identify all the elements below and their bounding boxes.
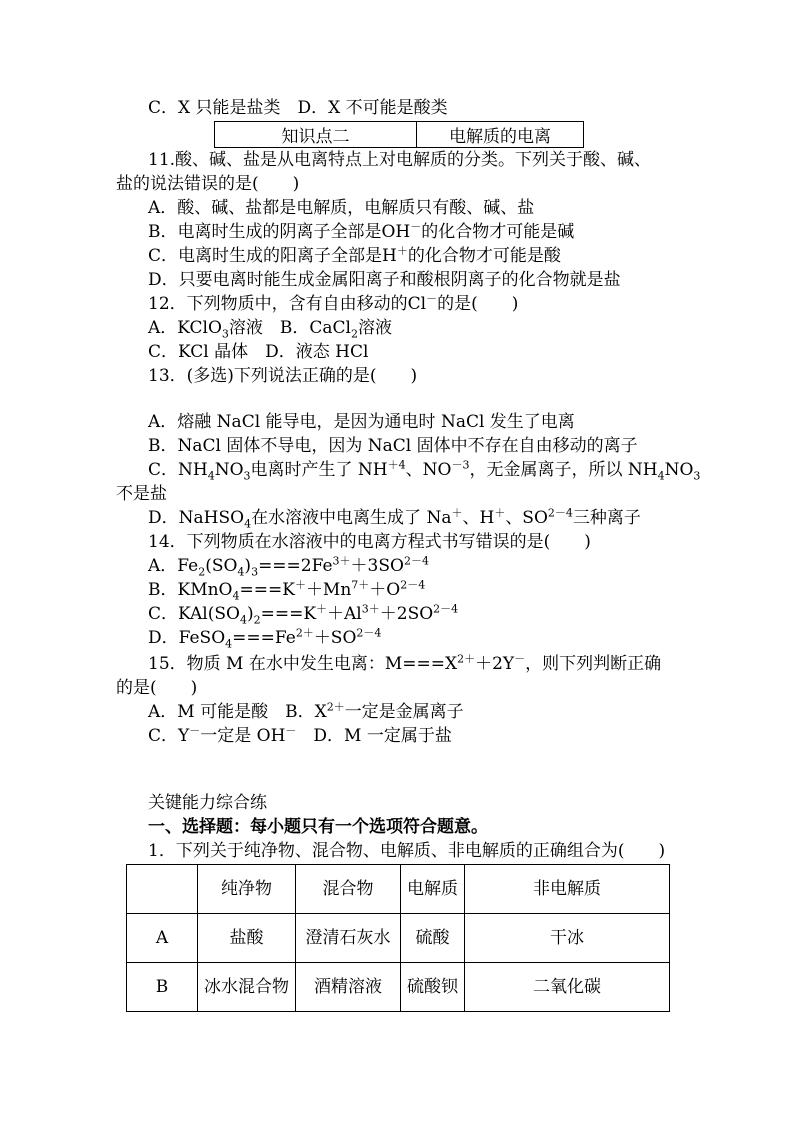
q13-option-a: A．熔融 NaCl 能导电，是因为通电时 NaCl 发生了电离 xyxy=(148,412,575,432)
q12-stem: 12．下列物质中，含有自由移动的Cl－的是( ) xyxy=(148,292,519,314)
table-cell: 酒精溶液 xyxy=(296,963,401,1012)
q11-option-c: C．电离时生成的阳离子全部是H＋的化合物才可能是酸 xyxy=(148,244,561,266)
q12-options-cd: C．KCl 晶体 D．液态 HCl xyxy=(148,342,369,362)
table-header-cell: 电解质 xyxy=(401,865,465,914)
section-part-heading: 一、选择题：每小题只有一个选项符合题意。 xyxy=(148,817,488,837)
q11-option-b: B．电离时生成的阴离子全部是OH－的化合物才可能是碱 xyxy=(148,220,575,242)
q15-options-ab: A．M 可能是酸 B．$X^{2+}$一定是金属离子 xyxy=(148,700,464,722)
table-cell: 盐酸 xyxy=(198,914,296,963)
q13-option-b: B．NaCl 固体不导电，因为 NaCl 固体中不存在自由移动的离子 xyxy=(148,436,638,456)
q13-option-d: D．NaHSO$_4$在水溶液中电离生成了 Na＋、H＋、$SO^{2-4}$三种离子 xyxy=(148,506,641,531)
q15-options-cd: C．Y－一定是 OH－ D．M 一定属于盐 xyxy=(148,724,452,746)
knowledge-point-header xyxy=(214,121,584,148)
q14-option-a: A．$Fe_2(SO_4)_3===2Fe^{3+}+3SO^{2-4}$ xyxy=(148,554,429,579)
knowledge-point-topic: 电解质的电离 xyxy=(417,122,584,148)
q15-stem-line2: 的是( ) xyxy=(116,678,198,698)
q11-option-a: A．酸、碱、盐都是电解质，电解质只有酸、碱、盐 xyxy=(148,198,535,218)
table-cell: B xyxy=(127,963,198,1012)
q14-stem: 14．下列物质在水溶液中的电离方程式书写错误的是( ) xyxy=(148,532,591,552)
table-header-cell: 混合物 xyxy=(296,865,401,914)
q12-options-ab: A．KClO$_3$溶液 B．CaCl$_2$溶液 xyxy=(148,318,392,341)
table-row xyxy=(127,963,670,1012)
table-cell: 硫酸 xyxy=(401,914,465,963)
q11-stem-line1: 11.酸、碱、盐是从电离特点上对电解质的分类。下列关于酸、碱、 xyxy=(148,150,652,170)
q1-answer-table xyxy=(126,864,670,1012)
table-cell: 二氧化碳 xyxy=(465,963,670,1012)
knowledge-point-label: 知识点二 xyxy=(215,122,417,148)
q13-stem: 13．(多选)下列说法正确的是( ) xyxy=(148,366,418,386)
table-cell: 硫酸钡 xyxy=(401,963,465,1012)
section-title: 关键能力综合练 xyxy=(148,793,267,813)
q14-option-d: D．$FeSO_4===Fe^{2+}+SO^{2-4}$ xyxy=(148,626,382,651)
q13-option-c-line1: C．$NH_4NO_3$电离时产生了 $NH^{+4}$、$NO^{-3}$，无金属离子，所以 $NH_4NO_3$ xyxy=(148,458,701,483)
q11-stem-line2: 盐的说法错误的是( ) xyxy=(116,174,300,194)
table-cell: A xyxy=(127,914,198,963)
table-header-cell: 纯净物 xyxy=(198,865,296,914)
q14-option-c: C．$KAl(SO_4)_2===K^++Al^{3+}+2SO^{2-4}$ xyxy=(148,602,459,627)
q1-stem: 1．下列关于纯净物、混合物、电解质、非电解质的正确组合为( ) xyxy=(148,841,666,861)
table-cell: 冰水混合物 xyxy=(198,963,296,1012)
q13-option-c-line2: 不是盐 xyxy=(116,484,167,504)
q11-option-d: D．只要电离时能生成金属阳离子和酸根阴离子的化合物就是盐 xyxy=(148,270,621,290)
q10-options: C．X 只能是盐类 D．X 不可能是酸类 xyxy=(148,98,448,118)
table-cell: 干冰 xyxy=(465,914,670,963)
q15-stem-line1: 15．物质 M 在水中发生电离：$M===X^{2+}+2Y^-$，则下列判断正确 xyxy=(148,652,662,674)
table-header-row xyxy=(127,865,670,914)
table-row xyxy=(127,914,670,963)
table-header-cell: 非电解质 xyxy=(465,865,670,914)
table-header-cell xyxy=(127,865,198,914)
table-cell: 澄清石灰水 xyxy=(296,914,401,963)
q14-option-b: B．$KMnO_4===K^++Mn^{7+}+O^{2-4}$ xyxy=(148,578,426,603)
